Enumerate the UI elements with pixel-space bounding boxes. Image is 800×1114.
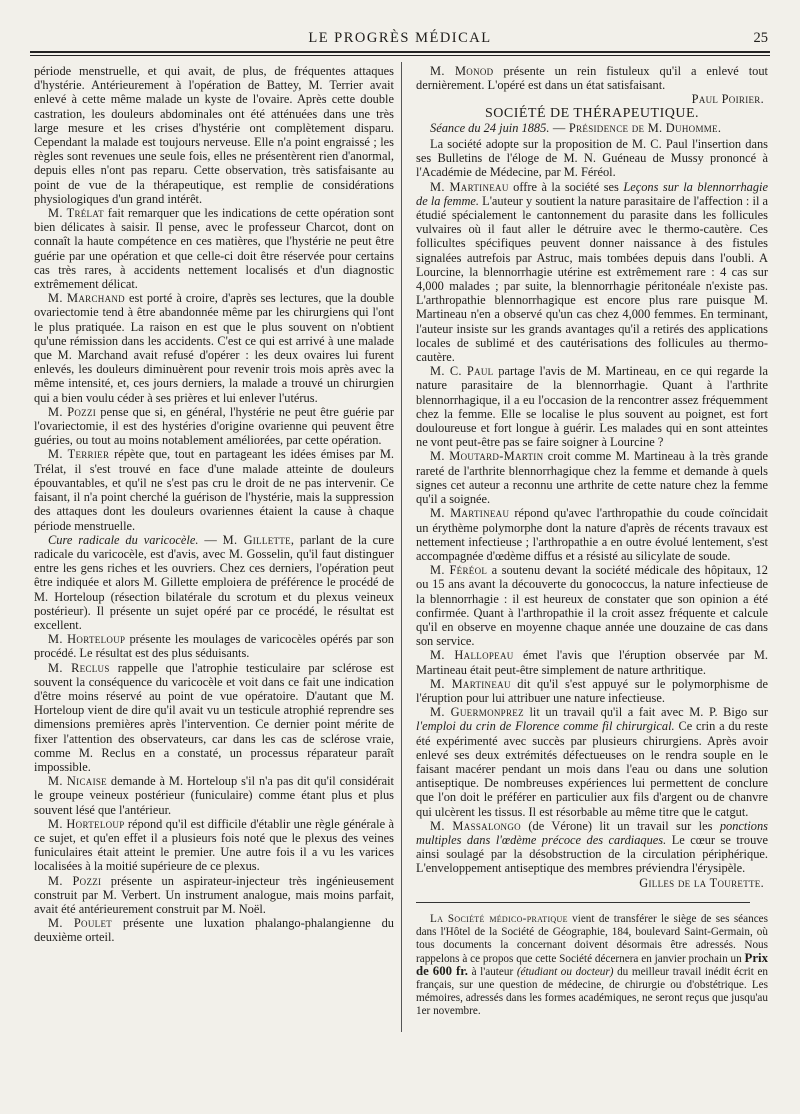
header-rule-thin [30,55,770,56]
paragraph [34,874,394,917]
journal-title: LE PROGRÈS MÉDICAL [308,30,492,46]
paragraph [416,705,768,819]
prize-amount: Prix de 600 fr. [416,950,768,979]
section-title: SOCIÉTÉ DE THÉRAPEUTIQUE. [484,105,700,121]
session-date: Séance du 24 juin 1885. [430,120,550,135]
speaker-name: M. Martineau [430,179,509,194]
paragraph: Cure radicale du varicocèle. — M. Gillette, parlant de la cure radicale du varicocèle, est d'avis, avec M. Gosselin, qu'il faut distinguer entre les gens riches et les ouvriers. Chez ces derniers, l'opération peut être indiquée et alors M. Gillette emploiera de préférence le procédé de M. Horteloup (résection bilatérale du scrotum et du plexus veineux postérieur). Il présente un sujet opéré par ce procédé, le résultat est excellent. [34,532,394,632]
paragraph-text: présente les moulages de varicocèles opérés par son procédé. Le résultat est des plus séduisants. [34,632,394,661]
paragraph [416,506,768,563]
speaker-name: M. Monod [430,64,494,78]
notice-box [416,913,768,1018]
paragraph-text: croit comme M. Martineau à la très grande rareté de l'arthrite blennorrhagique chez la femme et demande à quels signes cet auteur a reconnu une arthrite de cette nature chez la femme qu'il a soignée. [416,449,768,507]
paragraph-text: Ce crin a du reste été expérimenté avec succès par plusieurs chirurgiens. Après avoir enlevé ses deux extrémités défectueuses on le rendra souple en le faisant macérer pendant un mois dans l'eau ou dans une solution antiseptique. De nombreuses expériences lui permettent de conclure que l'on doit le préférer en particulier aux fils d'argent ou de chanvre qui ulcèrent les tissus. Il est résorbable au même titre que le catgut. [416,719,768,819]
paragraph-text: lit un travail qu'il a fait avec M. P. Bigo sur [523,705,768,720]
notice-text: du meilleur travail inédit écrit en français, sur une question de médecine, de chirurgie ou d'obstétrique. Les mémoires, adressés dans les formes académiques, ne seront reçus que jusqu'au 1er novembre. [416,966,769,1018]
speaker-name: M. Pozzi [48,404,97,419]
signature: Gilles de la Tourette. [639,875,764,890]
page-number: 25 [753,30,768,46]
speaker-name: M. Horteloup [48,632,126,647]
notice-text: vient de transférer le siège de ses séances dans l'Hôtel de la Société de Géographie, 184, boulevard Saint-Germain, où tous documents la concernant doivent désormais être adressés. Nous rappelons à ce propos que cette Société décernera en janvier prochain un [416,912,768,965]
paragraph-text: présente une luxation phalango-phalangienne du deuxième orteil. [34,916,395,945]
paragraph-text: présente un rein fistuleux qu'il a enlevé tout dernièrement. L'opéré est dans un état satisfaisant. [416,64,768,93]
header-rule-thick [30,51,770,53]
speaker-name: M. Massalongo [430,818,521,833]
speaker-name: M. Hallopeau [430,648,514,663]
speaker-name: M. Féréol [430,563,488,578]
subsection-title: Cure radicale du varicocèle. [48,532,199,547]
signature: Paul Poirier. [691,92,764,107]
paragraph-text: offre à la société ses [508,179,624,194]
work-title: ponctions multiples dans l'œdème précoce des cardiaques. [416,818,768,847]
work-title: l'emploi du crin de Florence comme fil chirurgical. [416,719,675,734]
right-column [416,64,768,1018]
paragraph [416,364,768,449]
paragraph-text: rappelle que l'atrophie testiculaire par sclérose est souvent la conséquence du varicocèle et voit dans ce fait une indication d'être moins réservé au point de vue opératoire. D'autant que M. Horteloup vient de dire qu'il avait vu un testicule atrophié reprendre ses dimensions premières après l'intervention. Ce dernier point mérite de fixer l'attention des observateurs, car dans les cas de sclérose vraie, comme M. Reclus en a constaté, un processus réparateur paraît impossible. [34,660,395,774]
paragraph [416,563,768,648]
paragraph [416,180,768,365]
paragraph [416,64,768,92]
paragraph [34,206,394,291]
notice-text: à l'auteur [467,966,517,979]
left-column [34,64,394,945]
speaker-name: M. Moutard-Martin [430,449,544,464]
paragraph [34,632,394,660]
paragraph-text: L'auteur y soutient la nature parasitaire de l'affection : il a étudié spécialement le cantonnement du parasite dans les follicules vulvaires où il faut aller le détruire avec le thermo-cautère. Ces follicultes spécifiques peuvent donner naissance à des fistules signalées autrefois par Astruc, mais tombées depuis dans l'oubli. A Lourcine, la blennorrhagie utérine est extrêmement rare : 4 cas sur 4,000 malades ; par suite, la blennorrhagie péritonéale n'existe pas. L'arthropathie blennorrhagique est encore plus rare puisque M. Martineau n'en a observé qu'un cas chez 4,000 femmes. En terminant, l'auteur insiste sur les grands avantages qu'il a retirés des applications locales de sublimé et des cautérisations des follicules au thermo-cautère. [416,193,769,365]
notice-parenthetical: (étudiant ou docteur) [516,966,614,979]
paragraph [34,405,394,448]
paragraph [34,447,394,532]
work-title: Leçons sur la blennorrhagie de la femme. [416,179,768,208]
section-divider [416,902,750,903]
speaker-name: M. Reclus [48,660,110,675]
speaker-name: M. Horteloup [48,816,125,831]
session-line [416,121,768,135]
paragraph-text: , parlant de la cure radicale du varicocèle, est d'avis, avec M. Gosselin, qu'il faut distinguer entre les gens riches et les ouvriers. Chez ces derniers, l'opération peut être indiquée et alors M. Gillette emploiera de préférence le procédé de M. Horteloup (résection bilatérale du scrotum et du plexus veineux postérieur). Il présente un sujet opéré par ce procédé, le résultat est excellent. [34,532,394,632]
paragraph [416,677,768,705]
column-separator [401,62,402,1032]
paragraph [34,291,394,405]
speaker-name: M. Terrier [48,447,110,462]
paragraph-text: demande à M. Horteloup s'il n'a pas dit qu'il considérait le groupe veineux postérieur (funiculaire) comme étant plus et plus souvent lésé que l'antérieur. [34,774,394,817]
speaker-name: M. Trélat [48,206,104,221]
speaker-name: M. C. Paul [430,364,494,379]
paragraph: La société adopte sur la proposition de M. C. Paul l'insertion dans ses Bulletins de l'éloge de M. N. Guéneau de Mussy prononcé à l'Académie de Médecine, par M. Féréol. [416,137,768,180]
paragraph [416,449,768,506]
speaker-name: M. Guermonprez [430,705,524,720]
speaker-name: M. Nicaise [48,774,107,789]
paragraph-text: partage l'avis de M. Martineau, en ce qui regarde la nature parasitaire de la blennorrhagie. Quant à l'arthrite blennorrhagique, il a eu l'occasion de la rencontrer assez fréquemment chez la femme. Elle se localise le plus souvent au poignet, est fort douloureuse et fort longue à guérir. Les malades qui en sont atteintes ne vont peut-être pas se faire soigner à Lourcine ? [416,364,768,450]
paragraph-text: répond qu'il est difficile d'établir une règle générale à ce sujet, et qu'en effet il a plusieurs fois noté que le plexus des veines funiculaires était atteint le premier. Une autre fois il a vu les varices localisées à la moitié supérieure de ce plexus. [34,816,394,874]
paragraph-text: présente un aspirateur-injecteur très ingénieusement construit par M. Verbert. Un instrument analogue, mais moins parfait, avait été antérieurement construit par M. Noël. [34,873,394,916]
paragraph-text: pense que si, en général, l'hystérie ne peut être guérie par l'ovariectomie, il est des hystéries d'origine ovarienne qui peuvent être guéries, ou tout au moins notablement améliorées, par cette opération. [34,404,394,448]
paragraph-text: Le cœur se trouve ainsi soulagé par la désobstruction de la circulation périphérique. L'enveloppement antiseptique des membres préviendra l'érysipèle. [416,832,768,876]
page-header [32,30,768,50]
session-president: — Présidence de M. Duhomme. [549,120,722,135]
speaker-name: M. Gillette [222,532,291,547]
speaker-name: M. Pozzi [48,873,102,888]
speaker-name: M. Poulet [48,916,113,931]
paragraph [34,774,394,817]
society-name: La Société médico-pratique [430,912,568,925]
paragraph [416,648,768,676]
speaker-name: M. Martineau [430,676,511,691]
paragraph-text: fait remarquer que les indications de cette opération sont bien délicates à saisir. Il pense, avec le professeur Charcot, dont on connaît la haute compétence en ces matières, que l'hystérie ne peut être guérie par une opération et que celle-ci doit être réservée pour certains cas très rares, à accidents nettement localisés et d'un diagnostic extrêmement délicat. [34,206,394,292]
paragraph [416,819,768,876]
notice-paragraph [416,913,768,1018]
paragraph [34,916,394,944]
paragraph-text: est porté à croire, d'après ses lectures, que la double ovariectomie tend à être abandonnée même par les chirurgiens qui l'ont le plus pratiquée. La raison en est que le plus souvent on n'obtient qu'une rémission dans les accidents. C'est ce qui est arrivé à une malade que M. Marchand avait refusé d'opérer : les deux ovaires lui furent enlevés, les douleurs diminuèrent pour revenir trois mois après avec la même intensité, et, ces jours derniers, la malade a trouvé un chirurgien qui a bien voulu céder à ses prières et lui enlever l'utérus. [34,291,394,405]
paragraph [34,661,394,775]
speaker-name: M. Marchand [48,291,125,306]
paragraph-text: a soutenu devant la société médicale des hôpitaux, 12 ou 15 ans avant la découverte du gonococcus, la nature infectieuse de la blennorrhagie : il est heureux de constater que son opinion a été confirmée. Quant à l'arthropathie il la croit assez fréquente et calcule qu'il en observe en moyenne chaque année une douzaine de cas dans son service. [416,563,768,649]
paragraph-text: répète que, tout en partageant les idées émises par M. Trélat, il s'est trouvé en face d'une malade atteinte de douleurs épouvantables, et qu'il ne s'est pas cru le droit de ne pas intervenir. Ce faisant, il n'a point cherché la guérison de l'hystérie, mais la suppression des attaques dont les douleurs ovariennes étaient la cause à chaque période menstruelle. [34,447,394,533]
speaker-name: M. Martineau [430,506,510,521]
paragraph-text: répond qu'avec l'arthropathie du coude coïncidait un érythème polymorphe dont la nature d'après de récents travaux est nettement infectieuse ; l'arthropathie a en outre évolué lentement, s'est accompagnée d'œdème diffus et a résisté au silicylate de soude. [416,506,768,563]
paragraph: période menstruelle, et qui avait, de plus, de fréquentes attaques d'hystérie. Antérieurement à l'opération de Battey, M. Terrier avait enlevé à cette même malade un kyste de l'ovaire. Après cette double castration, les douleurs abdominales ont été atténuées dans une très large mesure et les crises d'hystérie ont complètement disparu. Cependant la malade est toujours nerveuse. Elle n'a point engraissé ; les règles sont revenues une seule fois, elles ne présentèrent rien d'anormal, depuis elles n'ont pas reparu. Cette observation, très satisfaisante au point de vue de la thérapeutique, est remplie de considérations physiologiques d'un grand intérêt. [34,64,394,206]
paragraph [34,817,394,874]
paragraph-text: dit qu'il s'est appuyé sur le polymorphisme de l'éruption pour lui attribuer une nature infectieuse. [416,676,768,705]
paragraph-text: (de Vérone) lit un travail sur les [520,818,720,833]
paragraph-text: émet l'avis que l'éruption observée par M. Martineau était peut-être simplement de nature arthritique. [416,648,768,677]
